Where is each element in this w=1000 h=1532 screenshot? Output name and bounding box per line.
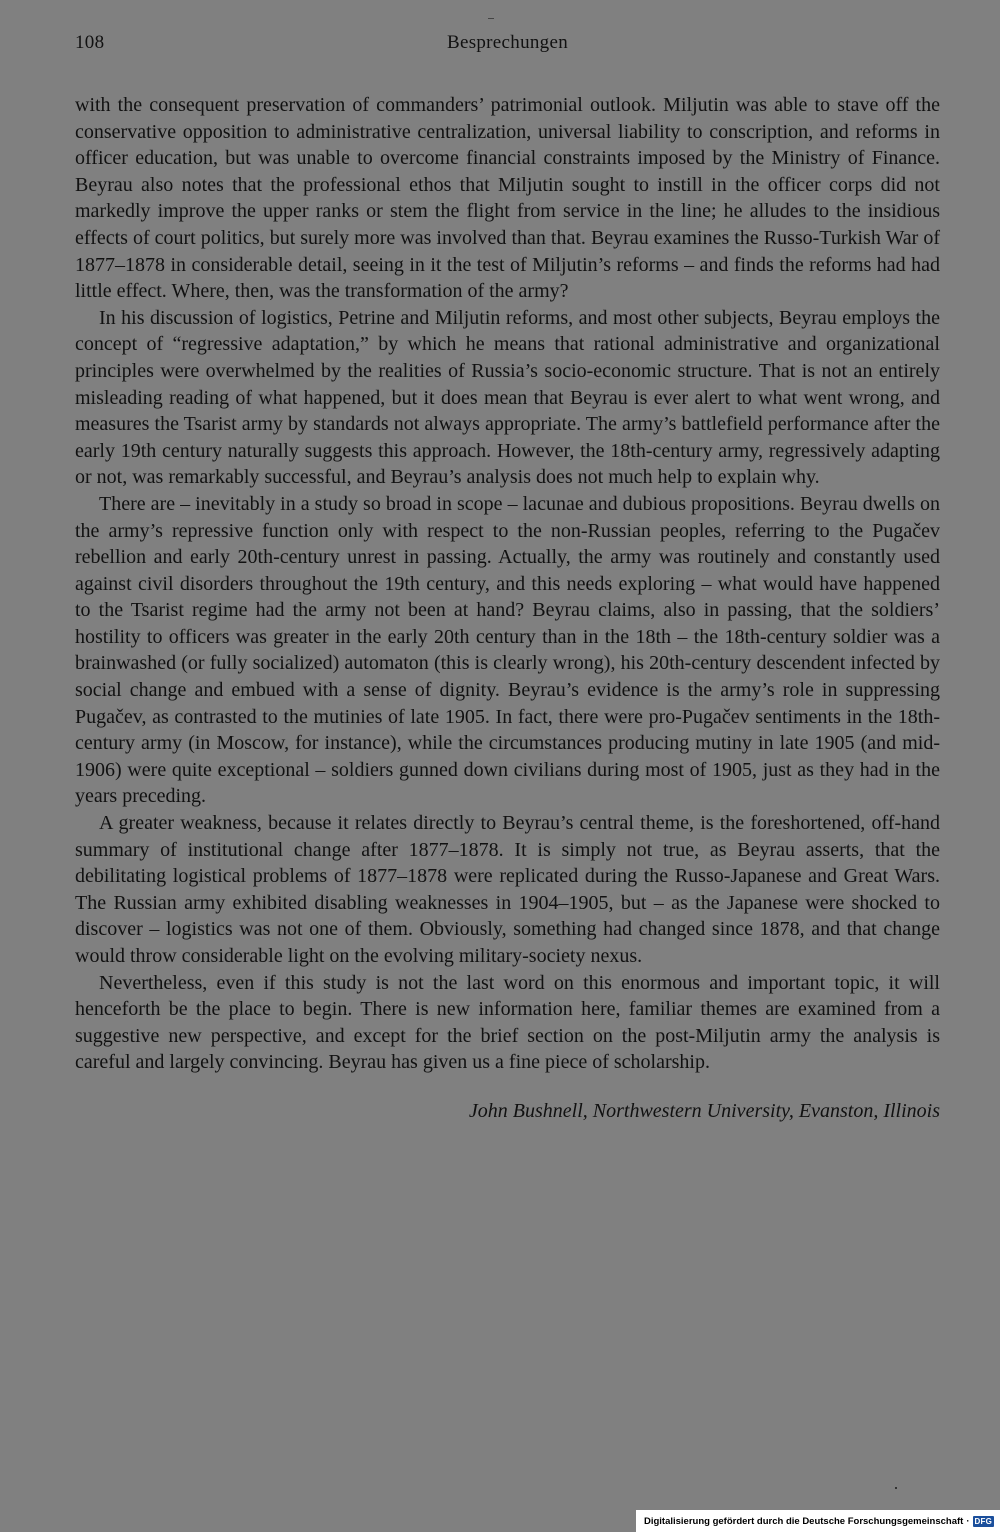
paragraph-lacunae: There are – inevitably in a study so broad in scope – lacunae and dubious propositions. Beyrau dwells on the army’s repressive function only with respect to the non-Russian peoples, referring to the Pugačev rebellion and early 20th-century unrest in passing. Actually, the army was routinely and constantly used against civil disorders throughout the 19th century, and this needs exploring – what would have happened to the Tsarist regime had the army not been at hand? Beyrau claims, also in passing, that the soldiers’ hostility to officers was greater in the early 20th century than in the 18th – the 18th-century soldier was a brainwashed (or fully socialized) automaton (this is clearly wrong), his 20th-century descendent infected by social change and embued with a sense of dignity. Beyrau’s evidence is the army’s role in suppressing Pugačev, as contrasted to the mutinies of late 1905. In fact, there were pro-Pugačev sentiments in the 18th-century army (in Moscow, for instance), while the circumstances producing mutiny in late 1905 (and mid-1906) were quite exceptional – soldiers gunned down civilians during most of 1905, just as they had in the years preceding. — [75, 492, 940, 808]
dfg-logo-icon: DFG — [974, 1516, 992, 1526]
page-header — [75, 28, 940, 62]
reviewer-signature: John Bushnell, Northwestern University, Evanston, Illinois — [468, 1099, 940, 1122]
paragraph-regressive-adaptation: In his discussion of logistics, Petrine and Miljutin reforms, and most other subjects, Beyrau employs the concept of “regressive adaptation,” by which he means that rational administrative and organizational principles were overwhelmed by the realities of Russia’s socio-economic structure. That is not an entirely misleading reading of what happened, but it does mean that Beyrau is ever alert to what went wrong, and measures the Tsarist army by standards not always appropriate. The army’s battlefield performance after the early 19th century naturally suggests this approach. However, the 18th-century army, regressively adapting or not, was remarkably successful, and Beyrau’s analysis does not much help to explain why. — [75, 306, 940, 489]
running-head: Besprechungen — [446, 32, 569, 53]
paragraph-continued: with the consequent preservation of commanders’ patrimonial outlook. Miljutin was able to stave off the conservative opposition to administrative centralization, universal liability to conscription, and reforms in officer education, but was unable to overcome financial constraints imposed by the Ministry of Finance. Beyrau also notes that the professional ethos that Miljutin sought to instill in the officer corps did not markedly improve the upper ranks or stem the flight from service in the line; he alludes to the insidious effects of court politics, but surely more was involved than that. Beyrau examines the Russo-Turkish War of 1877–1878 in considerable detail, seeing in it the test of Miljutin’s reforms – and finds the reforms had had little effect. Where, then, was the transformation of the army? — [75, 94, 940, 303]
paragraph-conclusion: Nevertheless, even if this study is not the last word on this enormous and important topic, it will henceforth be the place to begin. There is new information here, familiar themes are examined from a suggestive new perspective, and except for the brief section on the post-Miljutin army the analysis is careful and largely convincing. Beyrau has given us a fine piece of scholarship. — [75, 971, 940, 1074]
top-margin-mark — [488, 18, 494, 19]
credit-text: Digitalisierung gefördert durch die Deutsche Forschungsgemeinschaft — [643, 1515, 964, 1527]
credit-separator: · — [966, 1515, 970, 1527]
page-number: 108 — [75, 32, 105, 53]
paragraph-greater-weakness: A greater weakness, because it relates directly to Beyrau’s central theme, is the foreshortened, off-hand summary of institutional change after 1877–1878. It is simply not true, as Beyrau asserts, that the debilitating logistical problems of 1877–1878 were replicated during the Russo-Japanese and Great Wars. The Russian army exhibited disabling weaknesses in 1904–1905, but – as the Japanese were shocked to discover – logistics was not one of them. Obviously, something had changed since 1878, and that change would throw considerable light on the evolving military-society nexus. — [75, 812, 940, 967]
scan-speck — [895, 1487, 897, 1489]
article-body — [75, 92, 940, 1125]
digitization-credit — [636, 1510, 1000, 1532]
